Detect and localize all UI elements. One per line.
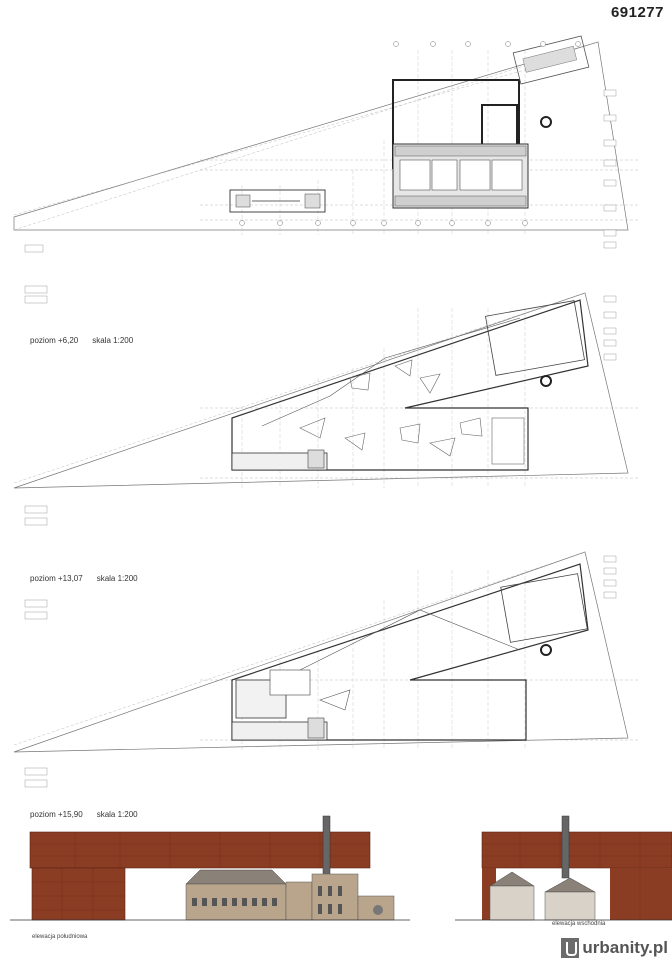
main-block <box>393 80 528 208</box>
level-label: poziom +6,20 <box>30 336 79 345</box>
scale-label: skala 1:200 <box>92 336 134 345</box>
building-outline <box>232 300 588 470</box>
floor-plan-level-6-20 <box>0 278 672 528</box>
scale-label: skala 1:200 <box>96 810 138 819</box>
level-label: poziom +15,90 <box>30 810 83 819</box>
caption-south-elevation: elewacja południowa <box>32 934 88 940</box>
construction-lines <box>14 42 640 230</box>
level-label: poziom +13,07 <box>30 574 83 583</box>
floor-plan-level-13-07 <box>0 540 672 790</box>
watermark-text: urbanity.pl <box>582 938 668 957</box>
floor-plan-ground <box>0 20 672 270</box>
column-circle <box>541 117 551 127</box>
east-elevation <box>455 816 672 920</box>
elevations <box>0 812 672 930</box>
watermark <box>561 938 668 958</box>
caption-east-elevation: elewacja wschodnia <box>552 921 606 927</box>
south-elevation <box>10 816 410 920</box>
furniture <box>300 360 524 464</box>
scale-label: skala 1:200 <box>96 574 138 583</box>
sheet-number: 691277 <box>610 4 664 21</box>
urbanity-logo-icon <box>561 938 579 958</box>
